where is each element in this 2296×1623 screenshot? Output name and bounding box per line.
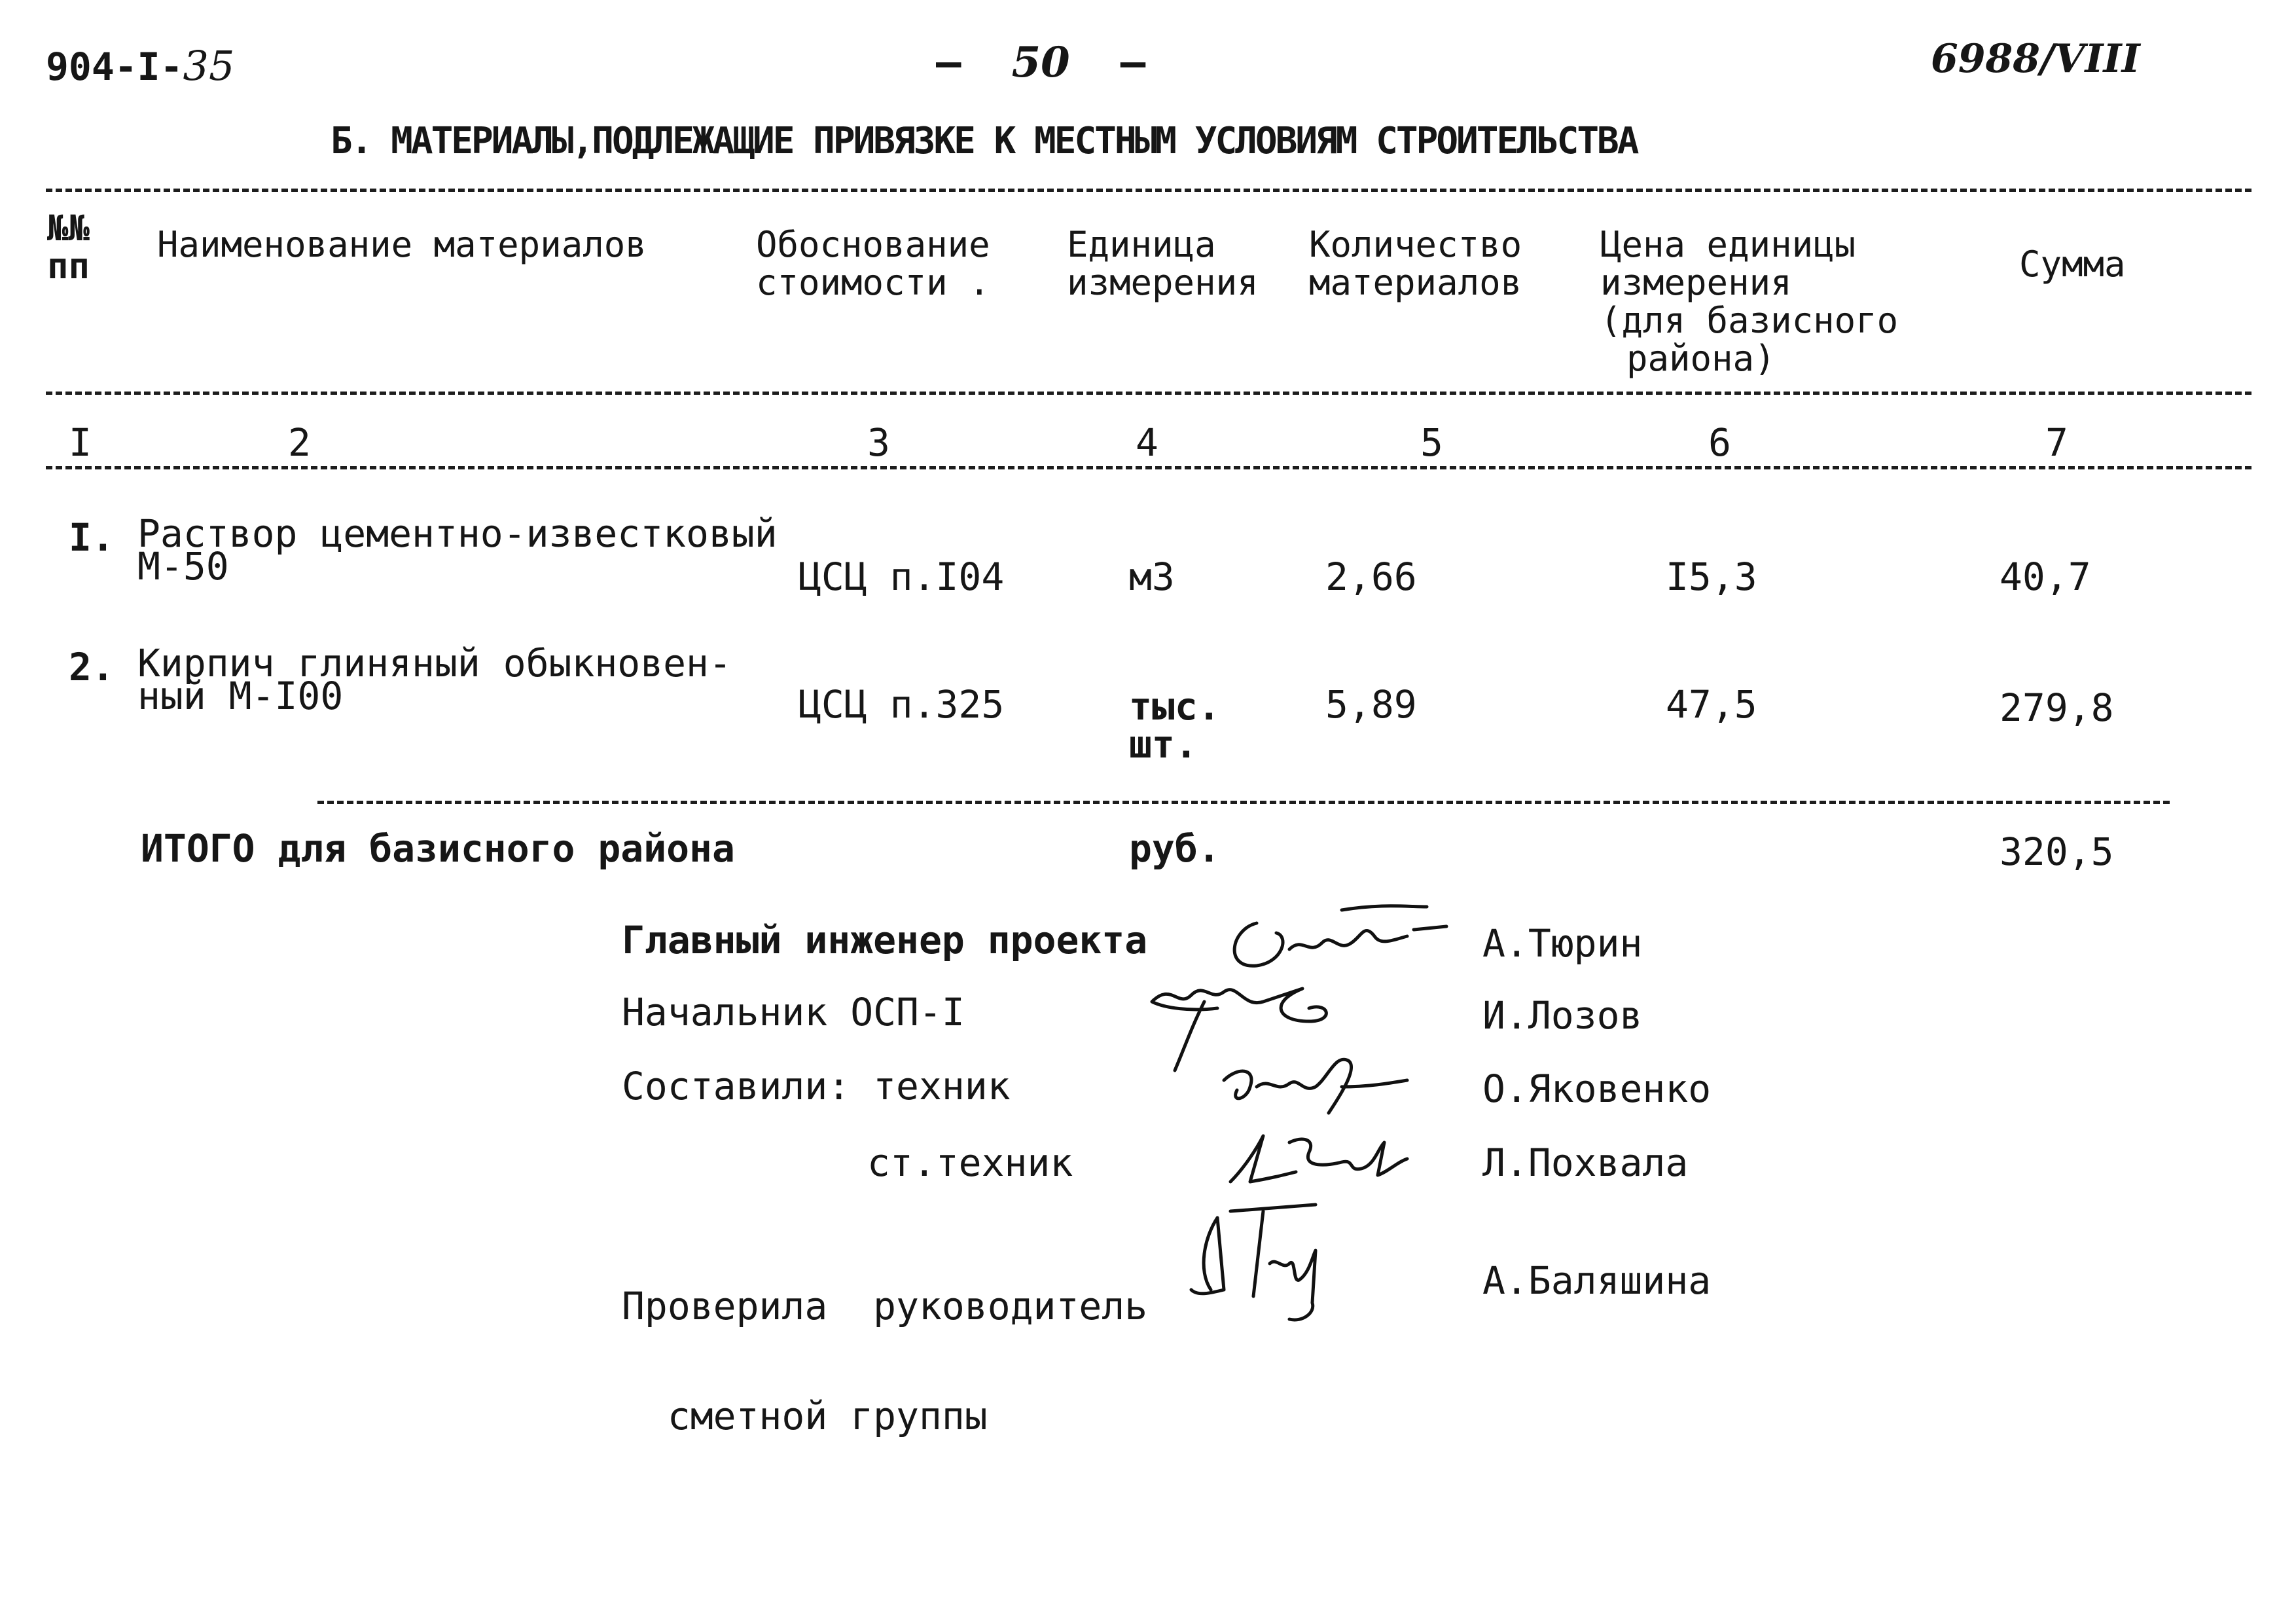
row-1-unit: м3 [1129,555,1175,599]
col-header-num: №№ пп [47,208,90,287]
table-top-rule [46,189,2251,192]
col-header-name: Наименование материалов [157,224,647,265]
signature-name-department-head: И.Лозов [1482,993,1643,1038]
signature-name-technician: О.Яковенко [1482,1067,1712,1111]
row-1-name: Раствор цементно-известковый М-50 [137,511,778,589]
signature-name-senior-technician: Л.Похвала [1482,1140,1689,1185]
row-1-num: I. [69,515,115,560]
col-number-3: 3 [867,420,890,465]
col-number-4: 4 [1136,420,1158,465]
row-2-name: Кирпич глиняный обыкновен- ный М-I00 [137,641,732,718]
row-2-unit: тыс. шт. [1129,684,1221,767]
row-1-basis: ЦСЦ п.I04 [798,555,1005,599]
archive-number: 6988/VIII [1931,36,2140,82]
document-code-printed: 904-I- [46,45,183,89]
row-2-price: 47,5 [1666,682,1757,727]
col-header-qty: Количество материалов [1309,224,1522,303]
handwritten-signature-5 [1172,1198,1355,1329]
col-number-rule [46,466,2251,469]
signature-role-reviewer: Проверила руководитель сметной группы [622,1284,1148,1438]
signature-role-technician: Составили: техник [622,1064,1011,1108]
col-number-2: 2 [288,420,311,465]
document-code-handwritten: 35 [183,42,235,90]
row-1-qty: 2,66 [1325,555,1417,599]
row-2-sum: 279,8 [2000,685,2114,730]
total-unit: руб. [1129,826,1221,871]
signature-name-chief-engineer: А.Тюрин [1482,921,1643,966]
page-number-value: 50 [1011,38,1070,87]
signature-role-chief-engineer: Главный инженер проекта [622,918,1148,962]
page-title: Б. МАТЕРИАЛЫ,ПОДЛЕЖАЩИЕ ПРИВЯЗКЕ К МЕСТНЫМ УСЛОВИЯМ СТРОИТЕЛЬСТВА [331,120,1638,162]
signature-role-senior-technician: ст.техник [867,1140,1073,1185]
row-1-price: I5,3 [1666,555,1757,599]
signature-name-reviewer: А.Баляшина [1482,1258,1712,1303]
header-bottom-rule [46,392,2251,395]
handwritten-signature-4 [1217,1123,1427,1195]
signature-role-department-head: Начальник ОСП-I [622,990,965,1034]
row-2-qty: 5,89 [1325,682,1417,727]
col-number-7: 7 [2045,420,2068,465]
col-number-5: 5 [1420,420,1443,465]
total-rule [317,801,2170,804]
col-header-price: Цена единицы измерения (для базисного района) [1600,224,1899,379]
handwritten-signature-3 [1217,1041,1440,1133]
col-header-basis: Обоснование стоимости . [756,224,990,303]
col-number-6: 6 [1708,420,1731,465]
page-number: – 50 – [936,38,1146,87]
total-label: ИТОГО для базисного района [141,826,735,871]
row-2-basis: ЦСЦ п.325 [798,682,1005,727]
total-sum: 320,5 [2000,830,2114,874]
row-2-num: 2. [69,645,115,689]
document-code [46,42,235,90]
col-header-sum: Сумма [2019,244,2126,285]
col-number-1: I [69,420,92,465]
col-header-unit: Единица измерения [1067,224,1259,303]
row-1-sum: 40,7 [2000,555,2091,599]
